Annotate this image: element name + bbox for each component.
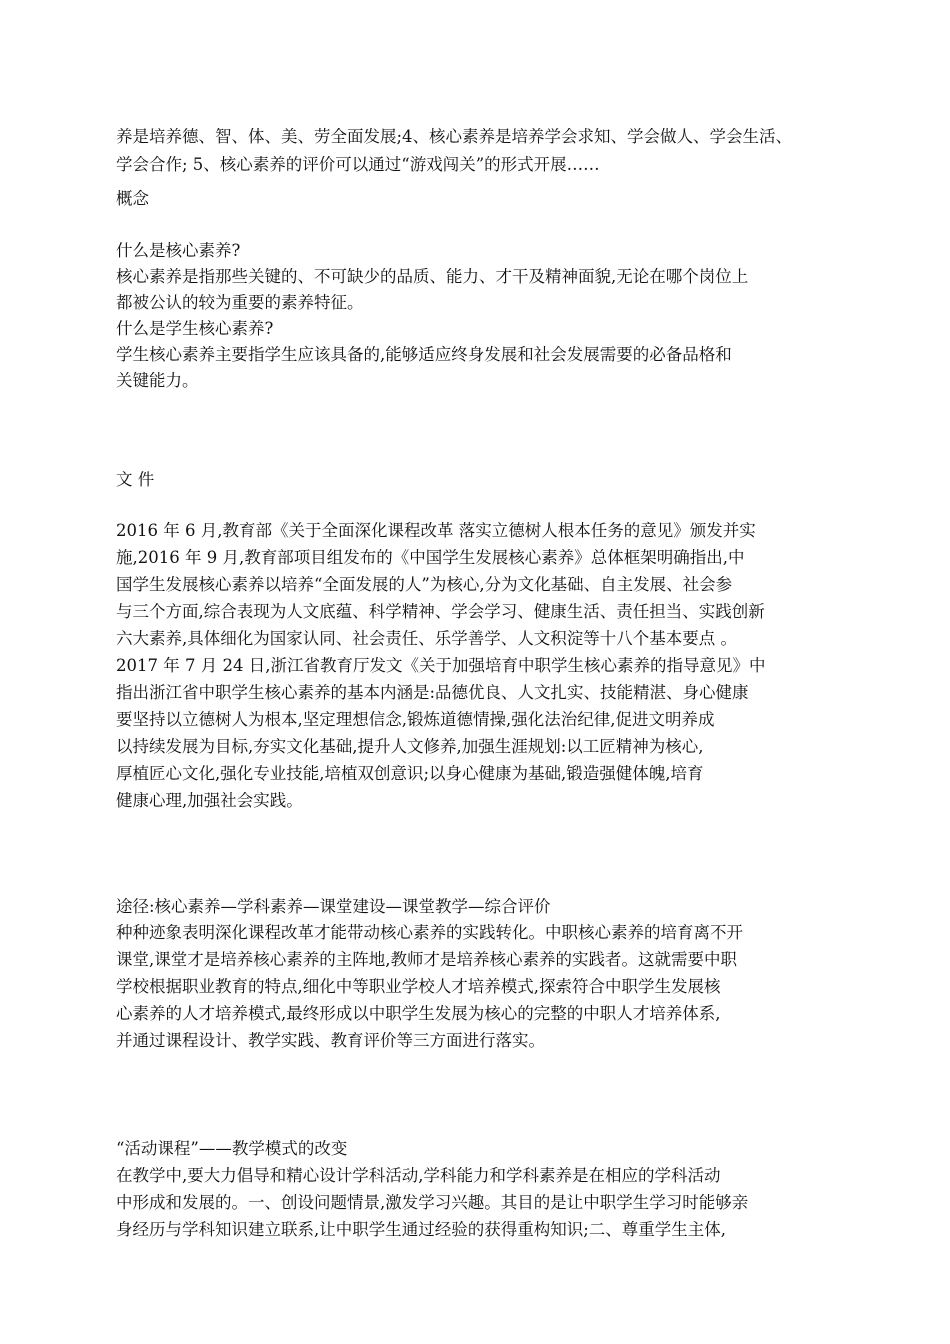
activity-line: 在教学中,要大力倡导和精心设计学科活动,学科能力和学科素养是在相应的学科活动 bbox=[116, 1166, 721, 1185]
documents-line: 2016 年 6 月,教育部《关于全面深化课程改革 落实立德树人根本任务的意见》颁发并实 bbox=[116, 521, 756, 540]
documents-line: 厚植匠心文化,强化专业技能,培植双创意识;以身心健康为基础,锻造强健体魄,培育 bbox=[116, 764, 704, 783]
intro-line-1: 养是培养德、智、体、美、劳全面发展;4、核心素养是培养学会求知、学会做人、学会生活、 bbox=[116, 127, 793, 146]
documents-line: 指出浙江省中职学生核心素养的基本内涵是:品德优良、人文扎实、技能精湛、身心健康 bbox=[116, 683, 749, 702]
concept-answer-1-line-2: 都被公认的较为重要的素养特征。 bbox=[116, 293, 364, 312]
concept-question-2: 什么是学生核心素养? bbox=[116, 319, 274, 338]
pathway-line: 并通过课程设计、教学实践、教育评价等三方面进行落实。 bbox=[116, 1031, 545, 1050]
documents-line: 要坚持以立德树人为根本,坚定理想信念,锻炼道德情操,强化法治纪律,促进文明养成 bbox=[116, 710, 715, 729]
pathway-line: 种种迹象表明深化课程改革才能带动核心素养的实践转化。中职核心素养的培育离不开 bbox=[116, 923, 743, 942]
pathway-line: 课堂,课堂才是培养核心素养的主阵地,教师才是培养核心素养的实践者。这就需要中职 bbox=[116, 950, 737, 969]
concept-question-1: 什么是核心素养? bbox=[116, 241, 241, 260]
documents-line: 与三个方面,综合表现为人文底蕴、科学精神、学会学习、健康生活、责任担当、实践创新 bbox=[116, 602, 765, 621]
documents-line: 2017 年 7 月 24 日,浙江省教育厅发文《关于加强培育中职学生核心素养的指导意见》中 bbox=[116, 656, 766, 675]
documents-line: 六大素养,具体细化为国家认同、社会责任、乐学善学、人文积淀等十八个基本要点 。 bbox=[116, 629, 737, 648]
documents-line: 以持续发展为目标,夯实文化基础,提升人文修养,加强生涯规划:以工匠精神为核心, bbox=[116, 737, 704, 756]
pathway-heading: 途径:核心素养—学科素养—课堂建设—课堂教学—综合评价 bbox=[116, 897, 551, 916]
concept-answer-2-line-1: 学生核心素养主要指学生应该具备的,能够适应终身发展和社会发展需要的必备品格和 bbox=[116, 345, 732, 364]
documents-line: 施,2016 年 9 月,教育部项目组发布的《中国学生发展核心素养》总体框架明确指出,中 bbox=[116, 548, 745, 567]
documents-line: 国学生发展核心素养以培养“全面发展的人”为核心,分为文化基础、自主发展、社会参 bbox=[116, 575, 733, 594]
activity-line: 身经历与学科知识建立联系,让中职学生通过经验的获得重构知识;二、尊重学生主体, bbox=[116, 1220, 727, 1239]
pathway-line: 学校根据职业教育的特点,细化中等职业学校人才培养模式,探索符合中职学生发展核 bbox=[116, 977, 721, 996]
concept-answer-2-line-2: 关键能力。 bbox=[116, 371, 199, 390]
pathway-line: 心素养的人才培养模式,最终形成以中职学生发展为核心的完整的中职人才培养体系, bbox=[116, 1004, 721, 1023]
intro-line-2: 学会合作; 5、核心素养的评价可以通过“游戏闯关”的形式开展…… bbox=[116, 155, 600, 174]
concept-heading: 概念 bbox=[116, 189, 149, 208]
activity-heading: “活动课程”——教学模式的改变 bbox=[116, 1139, 348, 1158]
concept-answer-1-line-1: 核心素养是指那些关键的、不可缺少的品质、能力、才干及精神面貌,无论在哪个岗位上 bbox=[116, 267, 749, 286]
activity-line: 中形成和发展的。一、创设问题情景,激发学习兴趣。其目的是让中职学生学习时能够亲 bbox=[116, 1193, 749, 1212]
documents-heading: 文 件 bbox=[116, 470, 155, 489]
documents-line: 健康心理,加强社会实践。 bbox=[116, 791, 303, 810]
